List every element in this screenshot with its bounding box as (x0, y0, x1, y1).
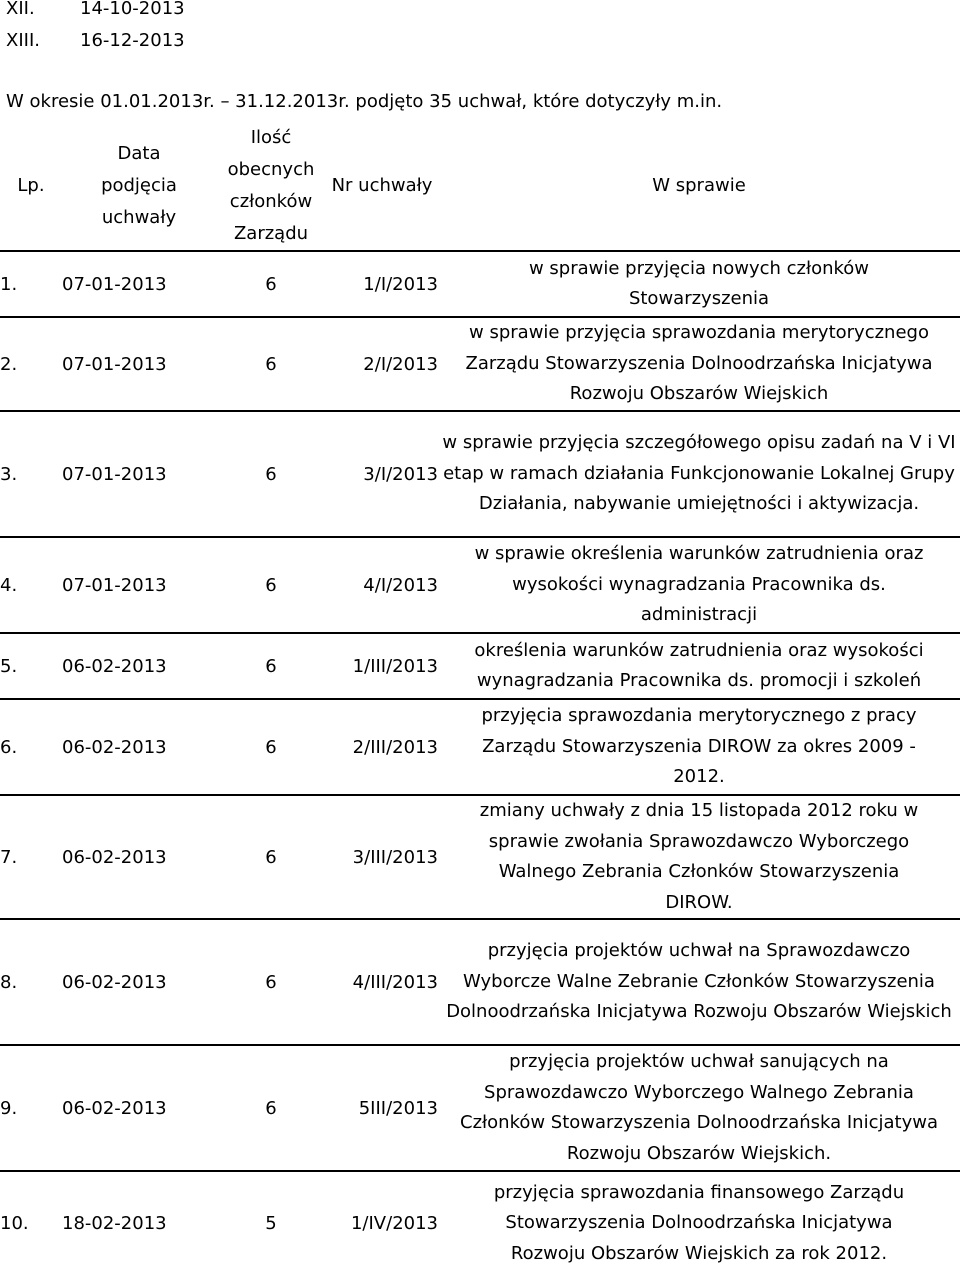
list-item-number: XIII. (6, 30, 40, 51)
table-row (0, 251, 960, 317)
row-nr: 4/III/2013 (326, 919, 438, 1045)
row-lp: 10. (0, 1171, 62, 1275)
header-lp: Lp. (17, 175, 45, 196)
list-item-number: XII. (6, 0, 35, 19)
list-item (0, 30, 300, 54)
table-row (0, 633, 960, 699)
row-lp: 9. (0, 1045, 62, 1171)
table-row (0, 1045, 960, 1171)
row-date: 07-01-2013 (62, 317, 216, 411)
row-lp: 6. (0, 699, 62, 795)
row-nr: 1/IV/2013 (326, 1171, 438, 1275)
row-count: 6 (216, 251, 326, 317)
table-row (0, 919, 960, 1045)
row-subject: przyjęcia projektów uchwał na Sprawozdawczo Wyborcze Walne Zebranie Członków Stowarzyszenia Dolnoodrzańska Inicjatywa Rozwoju Obszarów Wiejskich (438, 919, 960, 1045)
row-date: 06-02-2013 (62, 633, 216, 699)
row-lp: 2. (0, 317, 62, 411)
header-nr: Nr uchwały (331, 175, 433, 196)
table-row (0, 795, 960, 919)
list-item (0, 0, 300, 22)
row-subject: w sprawie przyjęcia sprawozdania merytorycznego Zarządu Stowarzyszenia Dolnoodrzańska Inicjatywa Rozwoju Obszarów Wiejskich (438, 317, 960, 411)
row-subject: przyjęcia projektów uchwał sanujących na Sprawozdawczo Wyborczego Walnego Zebrania Członków Stowarzyszenia Dolnoodrzańska Inicjatywa Rozwoju Obszarów Wiejskich. (438, 1045, 960, 1171)
row-lp: 7. (0, 795, 62, 919)
row-date: 06-02-2013 (62, 699, 216, 795)
list-item-date: 16-12-2013 (80, 30, 185, 51)
row-lp: 1. (0, 251, 62, 317)
table-row (0, 699, 960, 795)
row-nr: 3/III/2013 (326, 795, 438, 919)
table-row (0, 537, 960, 633)
row-nr: 1/I/2013 (326, 251, 438, 317)
row-date: 18-02-2013 (62, 1171, 216, 1275)
row-count: 6 (216, 411, 326, 537)
row-count: 6 (216, 919, 326, 1045)
resolutions-table (0, 122, 960, 1275)
row-count: 5 (216, 1171, 326, 1275)
row-subject: w sprawie przyjęcia nowych członków Stowarzyszenia (438, 251, 960, 317)
row-subject: w sprawie określenia warunków zatrudnienia oraz wysokości wynagradzania Pracownika ds. administracji (438, 537, 960, 633)
row-date: 07-01-2013 (62, 411, 216, 537)
row-date: 07-01-2013 (62, 251, 216, 317)
table-row (0, 411, 960, 537)
row-lp: 8. (0, 919, 62, 1045)
table-row (0, 1171, 960, 1275)
row-lp: 4. (0, 537, 62, 633)
row-nr: 2/III/2013 (326, 699, 438, 795)
summary-text: W okresie 01.01.2013r. – 31.12.2013r. podjęto 35 uchwał, które dotyczyły m.in. (6, 91, 723, 112)
row-count: 6 (216, 1045, 326, 1171)
row-lp: 5. (0, 633, 62, 699)
row-count: 6 (216, 537, 326, 633)
header-count: Ilość obecnych członków Zarządu (227, 127, 315, 244)
table-header-row (0, 122, 960, 251)
row-subject: w sprawie przyjęcia szczegółowego opisu zadań na V i VI etap w ramach działania Funkcjonowanie Lokalnej Grupy Działania, nabywanie umiejętności i aktywizacja. (438, 411, 960, 537)
row-date: 06-02-2013 (62, 919, 216, 1045)
header-subject: W sprawie (652, 175, 746, 196)
row-subject: określenia warunków zatrudnienia oraz wysokości wynagradzania Pracownika ds. promocji i szkoleń (438, 633, 960, 699)
row-lp: 3. (0, 411, 62, 537)
row-count: 6 (216, 317, 326, 411)
row-nr: 1/III/2013 (326, 633, 438, 699)
row-count: 6 (216, 633, 326, 699)
header-date: Data podjęcia uchwały (101, 143, 177, 228)
row-date: 07-01-2013 (62, 537, 216, 633)
row-subject: przyjęcia sprawozdania finansowego Zarządu Stowarzyszenia Dolnoodrzańska Inicjatywa Rozwoju Obszarów Wiejskich za rok 2012. (438, 1171, 960, 1275)
row-subject: zmiany uchwały z dnia 15 listopada 2012 roku w sprawie zwołania Sprawozdawczo Wyborczego Walnego Zebrania Członków Stowarzyszenia DIROW. (438, 795, 960, 919)
row-nr: 2/I/2013 (326, 317, 438, 411)
table-row (0, 317, 960, 411)
row-nr: 5III/2013 (326, 1045, 438, 1171)
row-date: 06-02-2013 (62, 1045, 216, 1171)
row-nr: 4/I/2013 (326, 537, 438, 633)
row-count: 6 (216, 795, 326, 919)
row-subject: przyjęcia sprawozdania merytorycznego z pracy Zarządu Stowarzyszenia DIROW za okres 2009 - 2012. (438, 699, 960, 795)
list-item-date: 14-10-2013 (80, 0, 185, 19)
row-nr: 3/I/2013 (326, 411, 438, 537)
row-count: 6 (216, 699, 326, 795)
row-date: 06-02-2013 (62, 795, 216, 919)
